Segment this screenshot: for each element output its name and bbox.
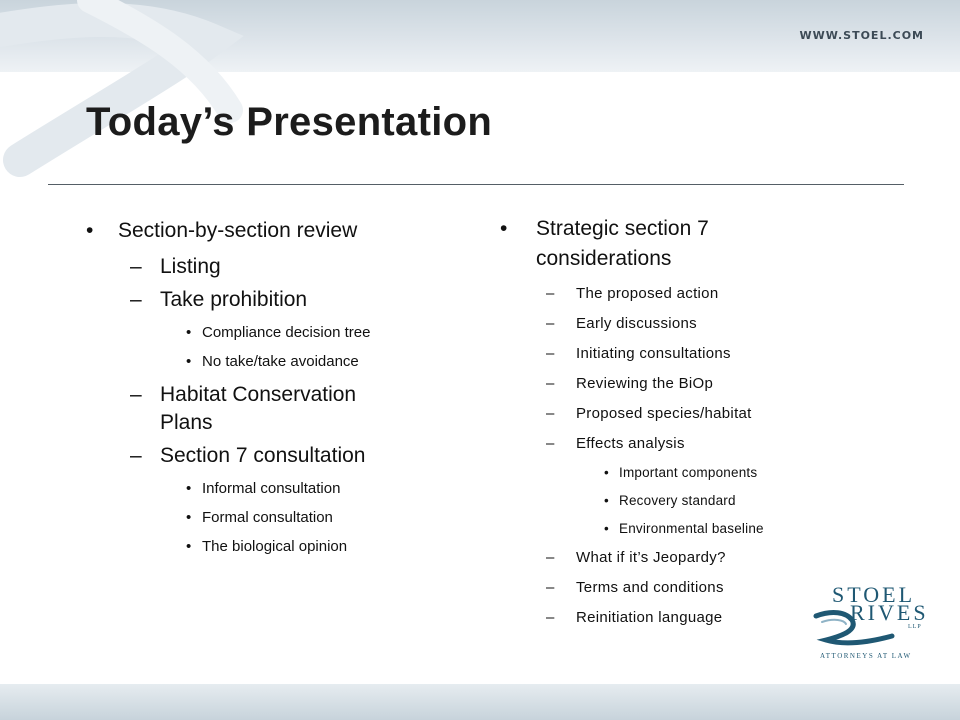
right-column [500,214,840,638]
list-item [500,344,840,364]
sub-list-item [86,537,446,557]
sub-list-item [86,479,446,499]
sub-list-item [86,352,446,372]
logo-llp: LLP [908,624,922,630]
list-item [86,286,446,314]
list-item [500,404,840,424]
left-heading [86,214,446,248]
list-item-label: Early discussions [576,315,697,332]
dash-icon: – [546,405,555,422]
list-item [500,578,840,598]
dash-icon: – [546,609,555,626]
sub-list-item-label: Informal consultation [202,480,341,497]
website-url: WWW.STOEL.COM [799,29,924,42]
bullet-icon: • [604,493,609,508]
dash-icon: – [546,435,555,452]
list-item [86,253,446,281]
dash-icon: – [546,549,555,566]
dash-icon: – [546,315,555,332]
list-item-label: Proposed species/habitat [576,405,752,422]
slide-title: Today’s Presentation [86,100,493,144]
list-item [86,381,446,437]
sub-list-item-label: The biological opinion [202,538,348,555]
dash-icon: – [130,383,142,406]
left-column [86,214,446,566]
dash-icon: – [546,579,555,596]
list-item-label: Effects analysis [576,435,685,452]
bullet-icon: • [604,521,609,536]
list-item [86,442,446,470]
dash-icon: – [546,285,555,302]
bullet-icon: • [500,217,508,240]
list-item [500,284,840,304]
list-item-label: Section 7 consultation [160,444,366,467]
list-item [500,548,840,568]
title-divider [48,184,904,185]
logo-word-stoel: STOEL [832,582,916,607]
list-item-label-line2: Plans [160,411,213,434]
sub-list-item-label: Recovery standard [619,493,736,508]
list-item-label-line1: Habitat Conservation [160,383,357,406]
list-item-label: Take prohibition [160,288,308,311]
list-item-label: Listing [160,255,221,278]
logo-tagline: ATTORNEYS AT LAW [820,652,912,660]
list-item [500,374,840,394]
list-item [500,434,840,454]
sub-list-item-label: Important components [619,465,758,480]
river-mark-icon [812,606,896,650]
list-item-label: Reinitiation language [576,609,723,626]
sub-list-item-label: Formal consultation [202,509,333,526]
sub-list-item-label: Compliance decision tree [202,324,371,341]
list-item-label: Terms and conditions [576,579,724,596]
bullet-icon: • [186,480,192,497]
sub-list-item [500,492,840,510]
bullet-icon: • [186,324,192,341]
sub-list-item [500,464,840,482]
list-item-label: Reviewing the BiOp [576,375,714,392]
right-heading-line2: considerations [536,247,672,270]
bullet-icon: • [186,538,192,555]
sub-list-item-label: No take/take avoidance [202,353,359,370]
right-heading [500,214,840,274]
sub-list-item [86,323,446,343]
left-heading-text: Section-by-section review [118,219,358,242]
logo-word-rives: RIVES [850,600,929,625]
list-item-label: The proposed action [576,285,719,302]
list-item [500,608,840,628]
list-item [500,314,840,334]
right-heading-line1: Strategic section 7 [536,217,709,240]
bullet-icon: • [604,465,609,480]
dash-icon: – [546,375,555,392]
bullet-icon: • [86,219,94,242]
firm-logo [812,582,932,666]
bullet-icon: • [186,353,192,370]
sub-list-item-label: Environmental baseline [619,521,764,536]
list-item-label: Initiating consultations [576,345,731,362]
dash-icon: – [130,255,142,278]
footer-band [0,684,960,720]
list-item-label: What if it’s Jeopardy? [576,549,726,566]
dash-icon: – [130,444,142,467]
sub-list-item [500,520,840,538]
bullet-icon: • [186,509,192,526]
dash-icon: – [130,288,142,311]
dash-icon: – [546,345,555,362]
sub-list-item [86,508,446,528]
